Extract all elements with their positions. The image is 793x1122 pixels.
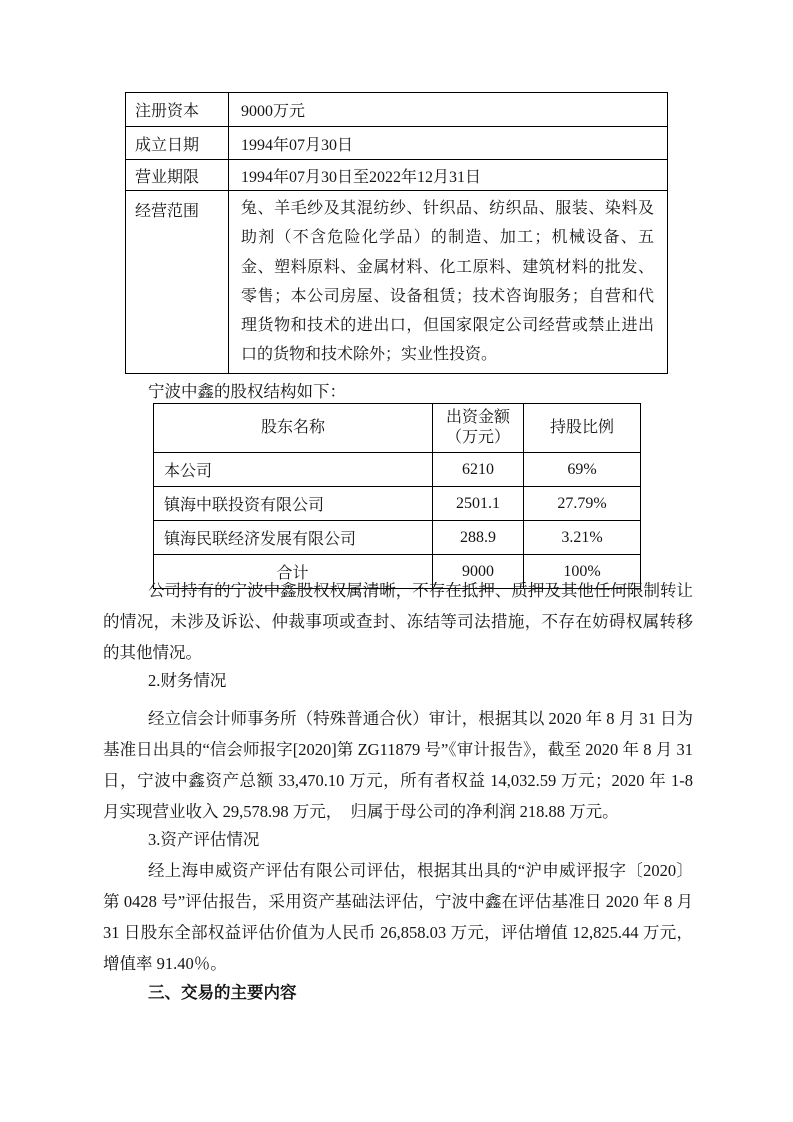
table-row <box>154 453 641 487</box>
shareholder-ratio: 3.21% <box>524 521 641 555</box>
col-header-shareholder: 股东名称 <box>154 404 433 453</box>
company-info-table <box>125 92 668 374</box>
info-value-founding-date: 1994年07月30日 <box>229 127 668 160</box>
info-label-registered-capital: 注册资本 <box>126 93 229 127</box>
table-row <box>154 521 641 555</box>
table-row <box>154 487 641 521</box>
total-amount: 9000 <box>433 555 524 589</box>
info-label-founding-date: 成立日期 <box>126 127 229 160</box>
col-header-amount-line1: 出资金额 <box>445 409 510 426</box>
shareholder-name: 本公司 <box>154 453 433 487</box>
info-label-business-term: 营业期限 <box>126 160 229 191</box>
transaction-section-heading: 三、交易的主要内容 <box>148 983 297 1002</box>
info-label-business-scope: 经营范围 <box>126 191 229 374</box>
total-ratio: 100% <box>524 555 641 589</box>
table-row <box>126 93 668 127</box>
shareholder-name: 镇海中联投资有限公司 <box>154 487 433 521</box>
table-header-row <box>154 404 641 453</box>
shareholder-amount: 2501.1 <box>433 487 524 521</box>
paragraph-valuation: 经上海申威资产评估有限公司评估，根据其出具的“沪申威评报字〔2020〕第 0428 号”评估报告，采用资产基础法评估，宁波中鑫在评估基准日 2020 年 8 月 31 日股东全部权益评估价值为人民币 26,858.03 万元，评估增值 12,825.44 万元，增值率 91.40％。 <box>103 861 693 973</box>
shareholder-ratio: 27.79% <box>524 487 641 521</box>
shareholder-amount: 288.9 <box>433 521 524 555</box>
total-label: 合计 <box>154 555 433 589</box>
paragraph-financial: 经立信会计师事务所（特殊普通合伙）审计，根据其以 2020 年 8 月 31 日为基准日出具的“信会师报字[2020]第 ZG11879 号”《审计报告》，截至 2020 年 8 月 31 日，宁波中鑫资产总额 33,470.10 万元，所有者权益 14,032.59 万元；2020 年 1-8 月实现营业收入 29,578.98 万元， 归属于母公司的净利润 218.88 万元。 <box>103 709 693 821</box>
info-value-registered-capital: 9000万元 <box>229 93 668 127</box>
valuation-section-heading: 3.资产评估情况 <box>148 830 260 849</box>
equity-structure-intro: 宁波中鑫的股权结构如下： <box>148 382 346 401</box>
info-value-business-scope: 兔、羊毛纱及其混纺纱、针织品、纺织品、服装、染料及助剂（不含危险化学品）的制造、加工；机械设备、五金、塑料原料、金属材料、化工原料、建筑材料的批发、零售；本公司房屋、设备租赁；技术咨询服务；自营和代理货物和技术的进出口，但国家限定公司经营或禁止进出口的货物和技术除外；实业性投资。 <box>229 191 668 374</box>
col-header-amount-line2: （万元） <box>445 429 510 446</box>
shareholder-amount: 6210 <box>433 453 524 487</box>
info-value-business-term: 1994年07月30日至2022年12月31日 <box>229 160 668 191</box>
paragraph-equity-ownership: 公司持有的宁波中鑫股权权属清晰，不存在抵押、质押及其他任何限制转让的情况，未涉及诉讼、仲裁事项或查封、冻结等司法措施，不存在妨碍权属转移的其他情况。 <box>103 581 693 662</box>
shareholder-ratio: 69% <box>524 453 641 487</box>
table-row <box>126 127 668 160</box>
equity-structure-table <box>153 403 641 589</box>
col-header-amount <box>433 404 524 453</box>
col-header-ratio: 持股比例 <box>524 404 641 453</box>
table-row <box>126 191 668 374</box>
financial-section-heading: 2.财务情况 <box>148 671 227 690</box>
table-row <box>126 160 668 191</box>
shareholder-name: 镇海民联经济发展有限公司 <box>154 521 433 555</box>
